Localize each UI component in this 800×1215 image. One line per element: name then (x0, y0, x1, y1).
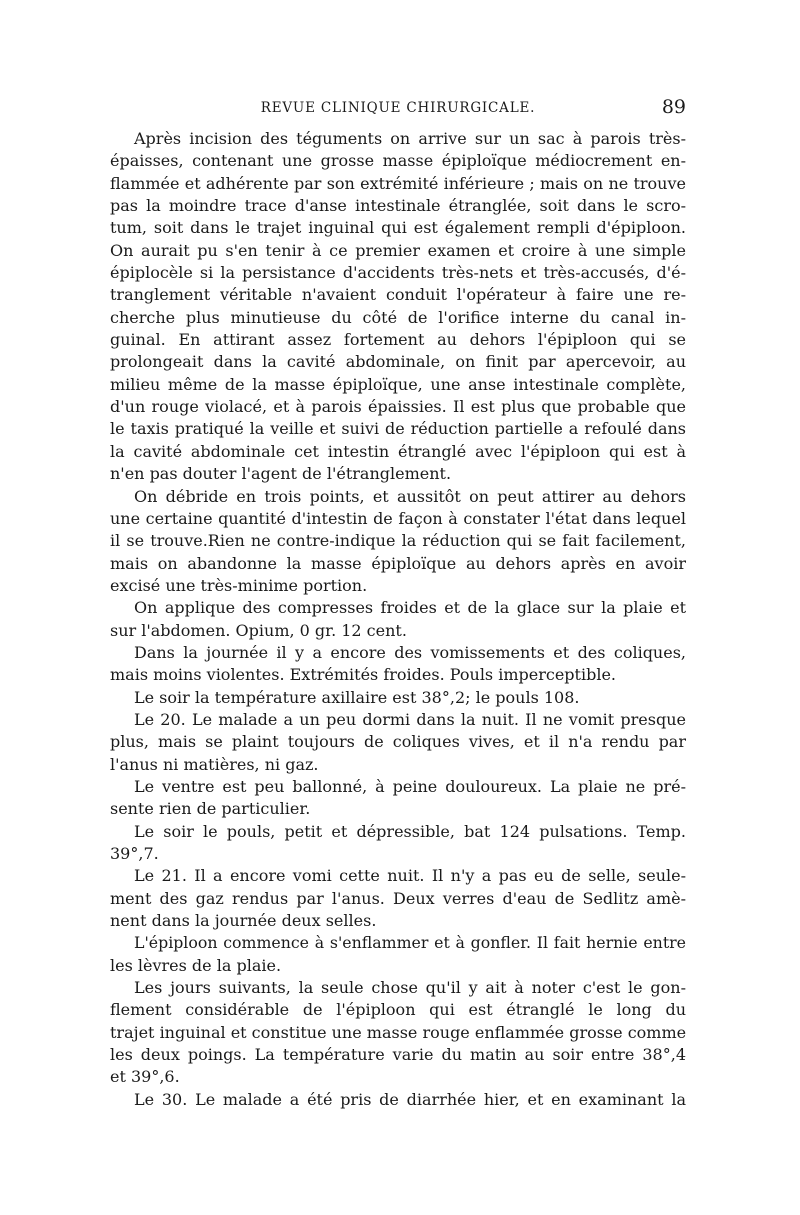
text-line: cherche plus minutieuse du côté de l'orifice interne du canal in- (110, 307, 686, 327)
running-head (110, 96, 686, 122)
text-line: tum, soit dans le trajet inguinal qui est également rempli d'épiploon. (110, 218, 686, 238)
text-line: plus, mais se plaint toujours de coliques vives, et il n'a rendu par (110, 732, 686, 752)
text-line: L'épiploon commence à s'enflammer et à gonfler. Il fait hernie entre (134, 933, 686, 953)
text-line: nent dans la journée deux selles. (110, 911, 377, 931)
running-title: REVUE CLINIQUE CHIRURGICALE. (260, 100, 536, 116)
text-line: On applique des compresses froides et de la glace sur la plaie et (134, 598, 686, 618)
text-line: une certaine quantité d'intestin de façon à constater l'état dans lequel (110, 508, 686, 528)
text-line: Après incision des téguments on arrive sur un sac à parois très- (134, 129, 686, 148)
text-line: pas la moindre trace d'anse intestinale étranglée, soit dans le scro- (110, 196, 686, 216)
text-line: On débride en trois points, et aussitôt on peut attirer au dehors (134, 486, 686, 506)
text-line: épiplocèle si la persistance d'accidents très-nets et très-accusés, d'é- (110, 263, 686, 283)
text-line: Le 21. Il a encore vomi cette nuit. Il n'y a pas eu de selle, seule- (134, 866, 686, 886)
text-line: n'en pas douter l'agent de l'étranglement. (110, 464, 452, 484)
text-line: Dans la journée il y a encore des vomissements et des coliques, (134, 642, 686, 662)
text-line: il se trouve.Rien ne contre-indique la réduction qui se fait facilement, (110, 531, 686, 551)
body-text (110, 128, 686, 1111)
page-number: 89 (661, 96, 686, 118)
text-line: sur l'abdomen. Opium, 0 gr. 12 cent. (110, 620, 407, 640)
text-line: les lèvres de la plaie. (110, 955, 282, 975)
text-line: milieu même de la masse épiploïque, une anse intestinale complète, (110, 374, 686, 394)
text-line: Le 30. Le malade a été pris de diarrhée hier, et en examinant la (134, 1089, 686, 1109)
text-line: les deux poings. La température varie du matin au soir entre 38°,4 (110, 1045, 686, 1065)
text-line: flement considérable de l'épiploon qui est étranglé le long du (110, 1000, 686, 1020)
text-line: la cavité abdominale cet intestin étranglé avec l'épiploon qui est à (110, 441, 686, 461)
text-line: prolongeait dans la cavité abdominale, on finit par apercevoir, au (110, 352, 686, 372)
text-line: épaisses, contenant une grosse masse épiploïque médiocrement en- (110, 151, 686, 171)
text-line: d'un rouge violacé, et à parois épaissies. Il est plus que probable que (110, 397, 686, 417)
text-line: sente rien de particulier. (110, 799, 311, 819)
text-line: et 39°,6. (110, 1067, 180, 1087)
text-line: le taxis pratiqué la veille et suivi de réduction partielle a refoulé dans (110, 419, 686, 439)
text-line: mais on abandonne la masse épiploïque au dehors après en avoir (110, 553, 686, 573)
text-line: 39°,7. (110, 844, 159, 863)
text-line: excisé une très-minime portion. (110, 575, 368, 595)
text-line: l'anus ni matières, ni gaz. (110, 754, 319, 774)
text-line: On aurait pu s'en tenir à ce premier examen et croire à une simple (110, 240, 686, 260)
text-line: trajet inguinal et constitue une masse rouge enflammée grosse comme (110, 1022, 686, 1042)
text-line: guinal. En attirant assez fortement au dehors l'épiploon qui se (110, 330, 686, 350)
text-line: Le 20. Le malade a un peu dormi dans la nuit. Il ne vomit presque (134, 709, 686, 729)
text-line: flammée et adhérente par son extrémité inférieure ; mais on ne trouve (110, 173, 686, 193)
text-line: Le soir le pouls, petit et dépressible, bat 124 pulsations. Temp. (134, 821, 686, 841)
text-line: Les jours suivants, la seule chose qu'il y ait à noter c'est le gon- (134, 978, 686, 998)
text-line: Le ventre est peu ballonné, à peine douloureux. La plaie ne pré- (134, 776, 686, 796)
text-line: mais moins violentes. Extrémités froides. Pouls imperceptible. (110, 665, 617, 685)
text-line: tranglement véritable n'avaient conduit l'opérateur à faire une re- (110, 285, 686, 305)
text-line: Le soir la température axillaire est 38°,2; le pouls 108. (134, 687, 580, 707)
text-line: ment des gaz rendus par l'anus. Deux verres d'eau de Sedlitz amè- (110, 888, 686, 908)
